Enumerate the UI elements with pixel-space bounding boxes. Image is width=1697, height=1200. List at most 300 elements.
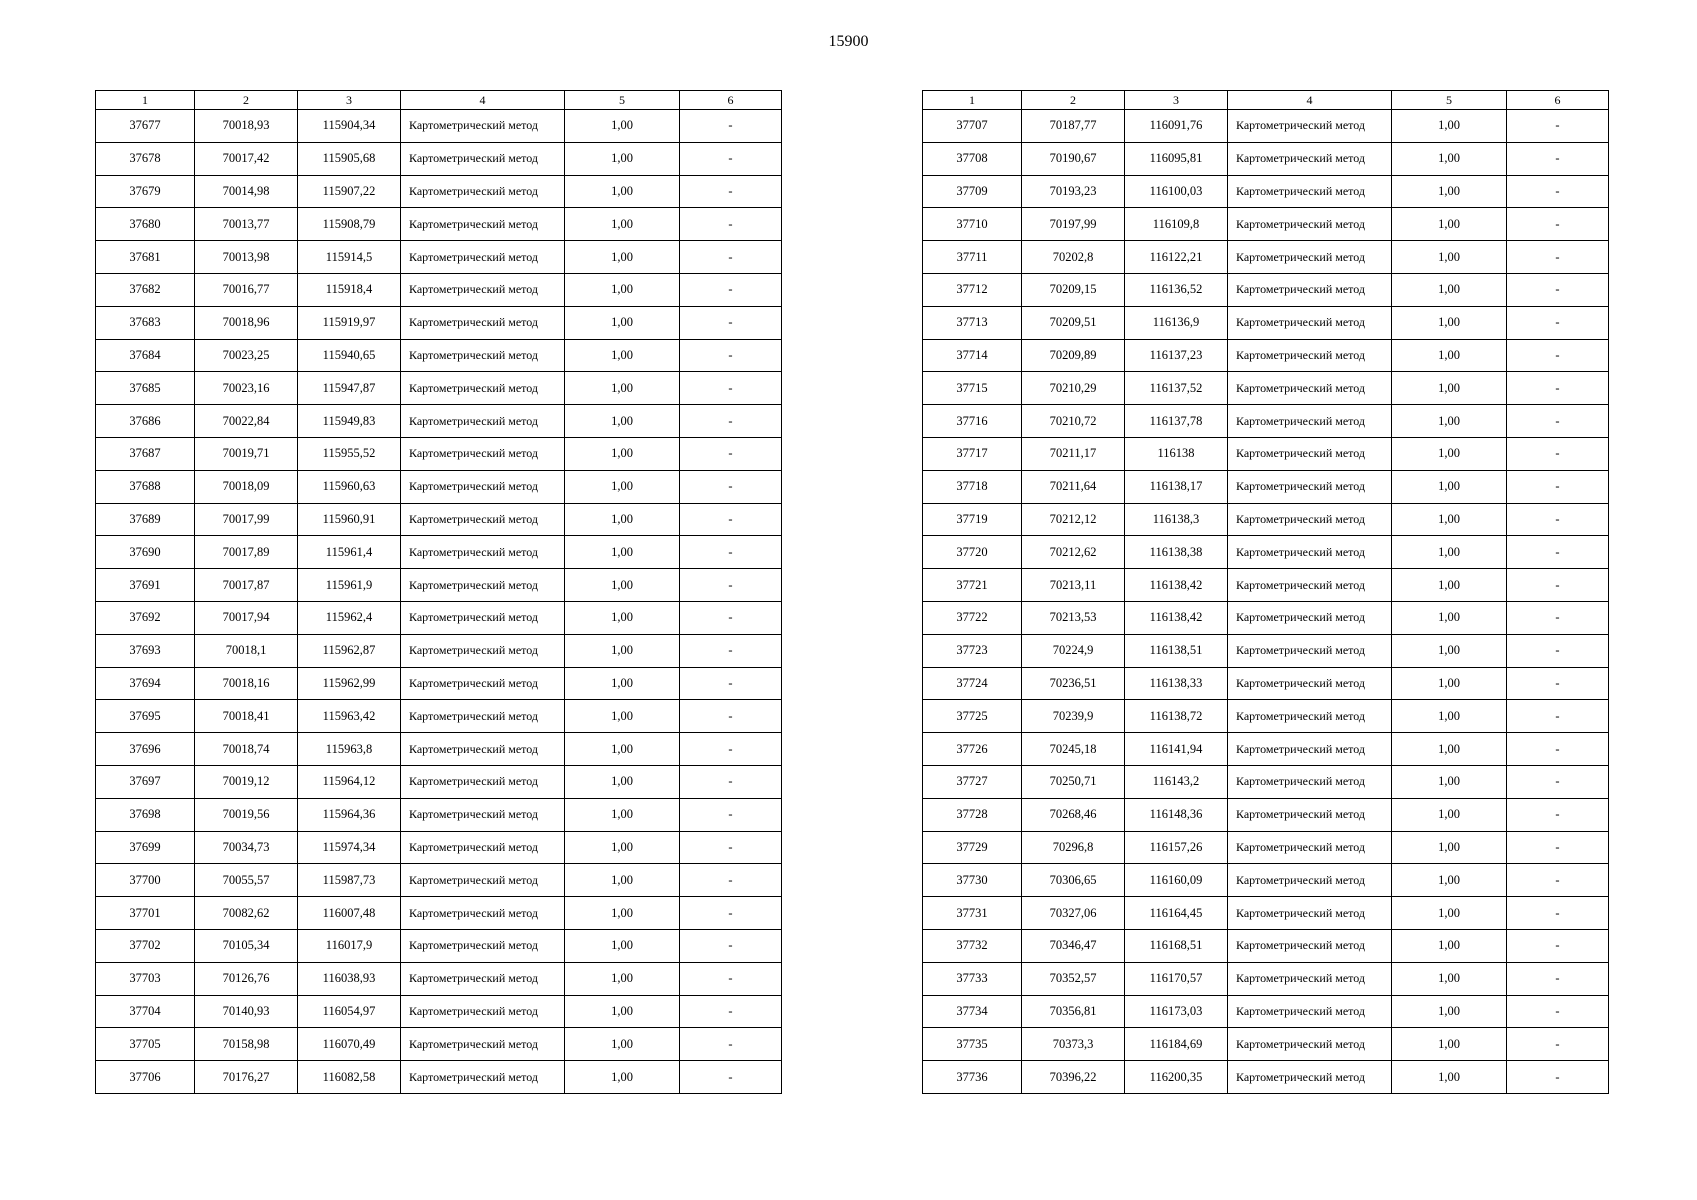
- table-row: [923, 929, 1609, 962]
- x-coordinate-cell: 70016,77: [195, 273, 298, 306]
- table-row: [923, 897, 1609, 930]
- method-cell: Картометрический метод: [401, 1061, 565, 1094]
- note-cell: -: [1507, 601, 1609, 634]
- table-row: [96, 1028, 782, 1061]
- method-cell: Картометрический метод: [1228, 601, 1392, 634]
- y-coordinate-cell: 116143,2: [1125, 765, 1228, 798]
- note-cell: -: [1507, 897, 1609, 930]
- accuracy-cell: 1,00: [565, 569, 680, 602]
- coordinates-table-left: [95, 90, 782, 1094]
- point-number-cell: 37704: [96, 995, 195, 1028]
- x-coordinate-cell: 70176,27: [195, 1061, 298, 1094]
- x-coordinate-cell: 70055,57: [195, 864, 298, 897]
- y-coordinate-cell: 116136,52: [1125, 273, 1228, 306]
- accuracy-cell: 1,00: [1392, 241, 1507, 274]
- x-coordinate-cell: 70210,29: [1022, 372, 1125, 405]
- method-cell: Картометрический метод: [1228, 142, 1392, 175]
- x-coordinate-cell: 70245,18: [1022, 733, 1125, 766]
- method-cell: Картометрический метод: [1228, 929, 1392, 962]
- note-cell: -: [1507, 241, 1609, 274]
- table-row: [923, 208, 1609, 241]
- method-cell: Картометрический метод: [1228, 798, 1392, 831]
- y-coordinate-cell: 115955,52: [298, 437, 401, 470]
- point-number-cell: 37687: [96, 437, 195, 470]
- point-number-cell: 37719: [923, 503, 1022, 536]
- accuracy-cell: 1,00: [1392, 765, 1507, 798]
- y-coordinate-cell: 116138,3: [1125, 503, 1228, 536]
- method-cell: Картометрический метод: [401, 634, 565, 667]
- note-cell: -: [1507, 437, 1609, 470]
- y-coordinate-cell: 115961,9: [298, 569, 401, 602]
- method-cell: Картометрический метод: [401, 503, 565, 536]
- method-cell: Картометрический метод: [1228, 306, 1392, 339]
- point-number-cell: 37708: [923, 142, 1022, 175]
- point-number-cell: 37730: [923, 864, 1022, 897]
- table-row: [923, 700, 1609, 733]
- note-cell: -: [680, 601, 782, 634]
- note-cell: -: [1507, 1061, 1609, 1094]
- accuracy-cell: 1,00: [565, 241, 680, 274]
- table-row: [923, 142, 1609, 175]
- table-row: [923, 798, 1609, 831]
- y-coordinate-cell: 116157,26: [1125, 831, 1228, 864]
- table-row: [96, 733, 782, 766]
- x-coordinate-cell: 70019,71: [195, 437, 298, 470]
- point-number-cell: 37733: [923, 962, 1022, 995]
- accuracy-cell: 1,00: [565, 470, 680, 503]
- y-coordinate-cell: 115962,87: [298, 634, 401, 667]
- method-cell: Картометрический метод: [1228, 241, 1392, 274]
- point-number-cell: 37680: [96, 208, 195, 241]
- x-coordinate-cell: 70158,98: [195, 1028, 298, 1061]
- accuracy-cell: 1,00: [1392, 995, 1507, 1028]
- note-cell: -: [680, 437, 782, 470]
- point-number-cell: 37710: [923, 208, 1022, 241]
- method-cell: Картометрический метод: [1228, 1028, 1392, 1061]
- x-coordinate-cell: 70212,12: [1022, 503, 1125, 536]
- point-number-cell: 37700: [96, 864, 195, 897]
- point-number-cell: 37715: [923, 372, 1022, 405]
- accuracy-cell: 1,00: [1392, 273, 1507, 306]
- method-cell: Картометрический метод: [1228, 208, 1392, 241]
- method-cell: Картометрический метод: [401, 142, 565, 175]
- y-coordinate-cell: 115908,79: [298, 208, 401, 241]
- y-coordinate-cell: 116138,51: [1125, 634, 1228, 667]
- accuracy-cell: 1,00: [565, 437, 680, 470]
- x-coordinate-cell: 70022,84: [195, 405, 298, 438]
- y-coordinate-cell: 116038,93: [298, 962, 401, 995]
- accuracy-cell: 1,00: [565, 536, 680, 569]
- point-number-cell: 37677: [96, 110, 195, 143]
- accuracy-cell: 1,00: [565, 765, 680, 798]
- y-coordinate-cell: 115963,8: [298, 733, 401, 766]
- note-cell: -: [680, 470, 782, 503]
- table-row: [96, 897, 782, 930]
- method-cell: Картометрический метод: [1228, 437, 1392, 470]
- point-number-cell: 37695: [96, 700, 195, 733]
- accuracy-cell: 1,00: [1392, 372, 1507, 405]
- accuracy-cell: 1,00: [565, 667, 680, 700]
- table-row: [923, 765, 1609, 798]
- table-row: [96, 110, 782, 143]
- table-row: [923, 273, 1609, 306]
- table-row: [96, 962, 782, 995]
- point-number-cell: 37718: [923, 470, 1022, 503]
- method-cell: Картометрический метод: [1228, 634, 1392, 667]
- note-cell: -: [680, 1061, 782, 1094]
- point-number-cell: 37698: [96, 798, 195, 831]
- y-coordinate-cell: 115947,87: [298, 372, 401, 405]
- x-coordinate-cell: 70250,71: [1022, 765, 1125, 798]
- y-coordinate-cell: 115962,4: [298, 601, 401, 634]
- method-cell: Картометрический метод: [401, 536, 565, 569]
- x-coordinate-cell: 70211,64: [1022, 470, 1125, 503]
- table-body: [923, 110, 1609, 1094]
- table-row: [923, 634, 1609, 667]
- y-coordinate-cell: 116137,52: [1125, 372, 1228, 405]
- table-row: [923, 405, 1609, 438]
- y-coordinate-cell: 116200,35: [1125, 1061, 1228, 1094]
- accuracy-cell: 1,00: [565, 897, 680, 930]
- y-coordinate-cell: 116137,23: [1125, 339, 1228, 372]
- x-coordinate-cell: 70082,62: [195, 897, 298, 930]
- note-cell: -: [1507, 536, 1609, 569]
- table-row: [923, 864, 1609, 897]
- method-cell: Картометрический метод: [1228, 831, 1392, 864]
- point-number-cell: 37728: [923, 798, 1022, 831]
- column-header-2: 2: [195, 91, 298, 110]
- accuracy-cell: 1,00: [1392, 601, 1507, 634]
- note-cell: -: [1507, 110, 1609, 143]
- y-coordinate-cell: 116082,58: [298, 1061, 401, 1094]
- note-cell: -: [680, 273, 782, 306]
- method-cell: Картометрический метод: [401, 437, 565, 470]
- accuracy-cell: 1,00: [1392, 536, 1507, 569]
- accuracy-cell: 1,00: [1392, 208, 1507, 241]
- y-coordinate-cell: 116138,38: [1125, 536, 1228, 569]
- column-header-1: 1: [96, 91, 195, 110]
- method-cell: Картометрический метод: [401, 372, 565, 405]
- y-coordinate-cell: 116095,81: [1125, 142, 1228, 175]
- point-number-cell: 37716: [923, 405, 1022, 438]
- method-cell: Картометрический метод: [401, 273, 565, 306]
- x-coordinate-cell: 70018,41: [195, 700, 298, 733]
- method-cell: Картометрический метод: [1228, 470, 1392, 503]
- table-row: [923, 241, 1609, 274]
- method-cell: Картометрический метод: [1228, 372, 1392, 405]
- x-coordinate-cell: 70018,09: [195, 470, 298, 503]
- accuracy-cell: 1,00: [565, 831, 680, 864]
- x-coordinate-cell: 70356,81: [1022, 995, 1125, 1028]
- point-number-cell: 37692: [96, 601, 195, 634]
- table-row: [96, 142, 782, 175]
- table-row: [96, 405, 782, 438]
- method-cell: Картометрический метод: [1228, 405, 1392, 438]
- table-row: [96, 601, 782, 634]
- table-row: [96, 929, 782, 962]
- point-number-cell: 37694: [96, 667, 195, 700]
- method-cell: Картометрический метод: [401, 241, 565, 274]
- y-coordinate-cell: 115919,97: [298, 306, 401, 339]
- x-coordinate-cell: 70306,65: [1022, 864, 1125, 897]
- x-coordinate-cell: 70236,51: [1022, 667, 1125, 700]
- point-number-cell: 37709: [923, 175, 1022, 208]
- method-cell: Картометрический метод: [1228, 273, 1392, 306]
- point-number-cell: 37697: [96, 765, 195, 798]
- y-coordinate-cell: 115964,36: [298, 798, 401, 831]
- point-number-cell: 37693: [96, 634, 195, 667]
- accuracy-cell: 1,00: [565, 503, 680, 536]
- accuracy-cell: 1,00: [1392, 962, 1507, 995]
- method-cell: Картометрический метод: [1228, 765, 1392, 798]
- accuracy-cell: 1,00: [565, 700, 680, 733]
- x-coordinate-cell: 70202,8: [1022, 241, 1125, 274]
- column-header-5: 5: [565, 91, 680, 110]
- table-row: [96, 208, 782, 241]
- note-cell: -: [680, 405, 782, 438]
- accuracy-cell: 1,00: [565, 405, 680, 438]
- note-cell: -: [680, 634, 782, 667]
- method-cell: Картометрический метод: [401, 569, 565, 602]
- x-coordinate-cell: 70017,89: [195, 536, 298, 569]
- method-cell: Картометрический метод: [1228, 536, 1392, 569]
- accuracy-cell: 1,00: [1392, 634, 1507, 667]
- point-number-cell: 37689: [96, 503, 195, 536]
- accuracy-cell: 1,00: [1392, 1028, 1507, 1061]
- note-cell: -: [680, 569, 782, 602]
- y-coordinate-cell: 116184,69: [1125, 1028, 1228, 1061]
- accuracy-cell: 1,00: [565, 601, 680, 634]
- accuracy-cell: 1,00: [1392, 503, 1507, 536]
- y-coordinate-cell: 116173,03: [1125, 995, 1228, 1028]
- point-number-cell: 37703: [96, 962, 195, 995]
- y-coordinate-cell: 116100,03: [1125, 175, 1228, 208]
- point-number-cell: 37712: [923, 273, 1022, 306]
- point-number-cell: 37706: [96, 1061, 195, 1094]
- x-coordinate-cell: 70017,99: [195, 503, 298, 536]
- note-cell: -: [1507, 503, 1609, 536]
- accuracy-cell: 1,00: [565, 339, 680, 372]
- method-cell: Картометрический метод: [1228, 1061, 1392, 1094]
- y-coordinate-cell: 116017,9: [298, 929, 401, 962]
- y-coordinate-cell: 116138: [1125, 437, 1228, 470]
- x-coordinate-cell: 70213,53: [1022, 601, 1125, 634]
- y-coordinate-cell: 115905,68: [298, 142, 401, 175]
- note-cell: -: [1507, 831, 1609, 864]
- table-row: [923, 306, 1609, 339]
- y-coordinate-cell: 116091,76: [1125, 110, 1228, 143]
- note-cell: -: [680, 995, 782, 1028]
- method-cell: Картометрический метод: [401, 831, 565, 864]
- method-cell: Картометрический метод: [1228, 700, 1392, 733]
- y-coordinate-cell: 116138,17: [1125, 470, 1228, 503]
- table-row: [923, 503, 1609, 536]
- accuracy-cell: 1,00: [565, 372, 680, 405]
- coordinates-table-right: [922, 90, 1609, 1094]
- y-coordinate-cell: 116054,97: [298, 995, 401, 1028]
- note-cell: -: [1507, 372, 1609, 405]
- point-number-cell: 37705: [96, 1028, 195, 1061]
- point-number-cell: 37701: [96, 897, 195, 930]
- table-row: [96, 175, 782, 208]
- y-coordinate-cell: 115962,99: [298, 667, 401, 700]
- method-cell: Картометрический метод: [401, 700, 565, 733]
- accuracy-cell: 1,00: [565, 995, 680, 1028]
- method-cell: Картометрический метод: [1228, 667, 1392, 700]
- x-coordinate-cell: 70211,17: [1022, 437, 1125, 470]
- accuracy-cell: 1,00: [565, 273, 680, 306]
- x-coordinate-cell: 70327,06: [1022, 897, 1125, 930]
- note-cell: -: [1507, 634, 1609, 667]
- method-cell: Картометрический метод: [1228, 175, 1392, 208]
- method-cell: Картометрический метод: [1228, 503, 1392, 536]
- note-cell: -: [1507, 175, 1609, 208]
- table-row: [923, 601, 1609, 634]
- column-header-6: 6: [1507, 91, 1609, 110]
- accuracy-cell: 1,00: [565, 142, 680, 175]
- note-cell: -: [1507, 864, 1609, 897]
- note-cell: -: [1507, 569, 1609, 602]
- table-row: [923, 733, 1609, 766]
- accuracy-cell: 1,00: [1392, 306, 1507, 339]
- accuracy-cell: 1,00: [1392, 667, 1507, 700]
- point-number-cell: 37682: [96, 273, 195, 306]
- accuracy-cell: 1,00: [565, 634, 680, 667]
- point-number-cell: 37699: [96, 831, 195, 864]
- y-coordinate-cell: 116007,48: [298, 897, 401, 930]
- y-coordinate-cell: 116164,45: [1125, 897, 1228, 930]
- column-header-3: 3: [298, 91, 401, 110]
- table-row: [923, 470, 1609, 503]
- table-row: [923, 339, 1609, 372]
- y-coordinate-cell: 116122,21: [1125, 241, 1228, 274]
- note-cell: -: [680, 1028, 782, 1061]
- accuracy-cell: 1,00: [1392, 175, 1507, 208]
- note-cell: -: [1507, 208, 1609, 241]
- method-cell: Картометрический метод: [401, 995, 565, 1028]
- table-row: [96, 634, 782, 667]
- table-body: [96, 110, 782, 1094]
- accuracy-cell: 1,00: [1392, 437, 1507, 470]
- x-coordinate-cell: 70126,76: [195, 962, 298, 995]
- point-number-cell: 37727: [923, 765, 1022, 798]
- y-coordinate-cell: 116070,49: [298, 1028, 401, 1061]
- y-coordinate-cell: 115974,34: [298, 831, 401, 864]
- table-row: [96, 765, 782, 798]
- table-row: [96, 798, 782, 831]
- note-cell: -: [680, 700, 782, 733]
- note-cell: -: [680, 897, 782, 930]
- accuracy-cell: 1,00: [565, 1028, 680, 1061]
- method-cell: Картометрический метод: [401, 208, 565, 241]
- x-coordinate-cell: 70018,74: [195, 733, 298, 766]
- x-coordinate-cell: 70014,98: [195, 175, 298, 208]
- y-coordinate-cell: 115914,5: [298, 241, 401, 274]
- table-row: [96, 273, 782, 306]
- method-cell: Картометрический метод: [401, 110, 565, 143]
- y-coordinate-cell: 115960,63: [298, 470, 401, 503]
- accuracy-cell: 1,00: [1392, 700, 1507, 733]
- x-coordinate-cell: 70023,25: [195, 339, 298, 372]
- point-number-cell: 37734: [923, 995, 1022, 1028]
- note-cell: -: [1507, 142, 1609, 175]
- method-cell: Картометрический метод: [1228, 897, 1392, 930]
- point-number-cell: 37691: [96, 569, 195, 602]
- note-cell: -: [1507, 765, 1609, 798]
- x-coordinate-cell: 70013,77: [195, 208, 298, 241]
- accuracy-cell: 1,00: [1392, 798, 1507, 831]
- header-row: [923, 91, 1609, 110]
- point-number-cell: 37736: [923, 1061, 1022, 1094]
- x-coordinate-cell: 70190,67: [1022, 142, 1125, 175]
- y-coordinate-cell: 115904,34: [298, 110, 401, 143]
- note-cell: -: [680, 536, 782, 569]
- y-coordinate-cell: 115918,4: [298, 273, 401, 306]
- accuracy-cell: 1,00: [1392, 831, 1507, 864]
- point-number-cell: 37723: [923, 634, 1022, 667]
- note-cell: -: [1507, 929, 1609, 962]
- x-coordinate-cell: 70023,16: [195, 372, 298, 405]
- x-coordinate-cell: 70210,72: [1022, 405, 1125, 438]
- x-coordinate-cell: 70018,93: [195, 110, 298, 143]
- y-coordinate-cell: 116160,09: [1125, 864, 1228, 897]
- point-number-cell: 37683: [96, 306, 195, 339]
- x-coordinate-cell: 70352,57: [1022, 962, 1125, 995]
- point-number-cell: 37735: [923, 1028, 1022, 1061]
- note-cell: -: [680, 929, 782, 962]
- column-header-4: 4: [401, 91, 565, 110]
- note-cell: -: [1507, 962, 1609, 995]
- table-row: [923, 667, 1609, 700]
- y-coordinate-cell: 116109,8: [1125, 208, 1228, 241]
- method-cell: Картометрический метод: [1228, 962, 1392, 995]
- note-cell: -: [1507, 339, 1609, 372]
- note-cell: -: [1507, 306, 1609, 339]
- x-coordinate-cell: 70268,46: [1022, 798, 1125, 831]
- point-number-cell: 37711: [923, 241, 1022, 274]
- y-coordinate-cell: 116138,72: [1125, 700, 1228, 733]
- x-coordinate-cell: 70034,73: [195, 831, 298, 864]
- y-coordinate-cell: 115907,22: [298, 175, 401, 208]
- y-coordinate-cell: 116138,42: [1125, 569, 1228, 602]
- table-row: [96, 569, 782, 602]
- accuracy-cell: 1,00: [565, 733, 680, 766]
- note-cell: -: [680, 142, 782, 175]
- column-header-6: 6: [680, 91, 782, 110]
- x-coordinate-cell: 70018,1: [195, 634, 298, 667]
- point-number-cell: 37684: [96, 339, 195, 372]
- accuracy-cell: 1,00: [1392, 142, 1507, 175]
- point-number-cell: 37731: [923, 897, 1022, 930]
- table-row: [96, 995, 782, 1028]
- table-row: [923, 175, 1609, 208]
- method-cell: Картометрический метод: [401, 306, 565, 339]
- column-header-3: 3: [1125, 91, 1228, 110]
- y-coordinate-cell: 116138,42: [1125, 601, 1228, 634]
- method-cell: Картометрический метод: [401, 405, 565, 438]
- y-coordinate-cell: 116170,57: [1125, 962, 1228, 995]
- table-row: [96, 470, 782, 503]
- x-coordinate-cell: 70140,93: [195, 995, 298, 1028]
- table-row: [96, 831, 782, 864]
- method-cell: Картометрический метод: [401, 798, 565, 831]
- point-number-cell: 37726: [923, 733, 1022, 766]
- point-number-cell: 37678: [96, 142, 195, 175]
- method-cell: Картометрический метод: [401, 962, 565, 995]
- column-header-1: 1: [923, 91, 1022, 110]
- point-number-cell: 37714: [923, 339, 1022, 372]
- method-cell: Картометрический метод: [401, 929, 565, 962]
